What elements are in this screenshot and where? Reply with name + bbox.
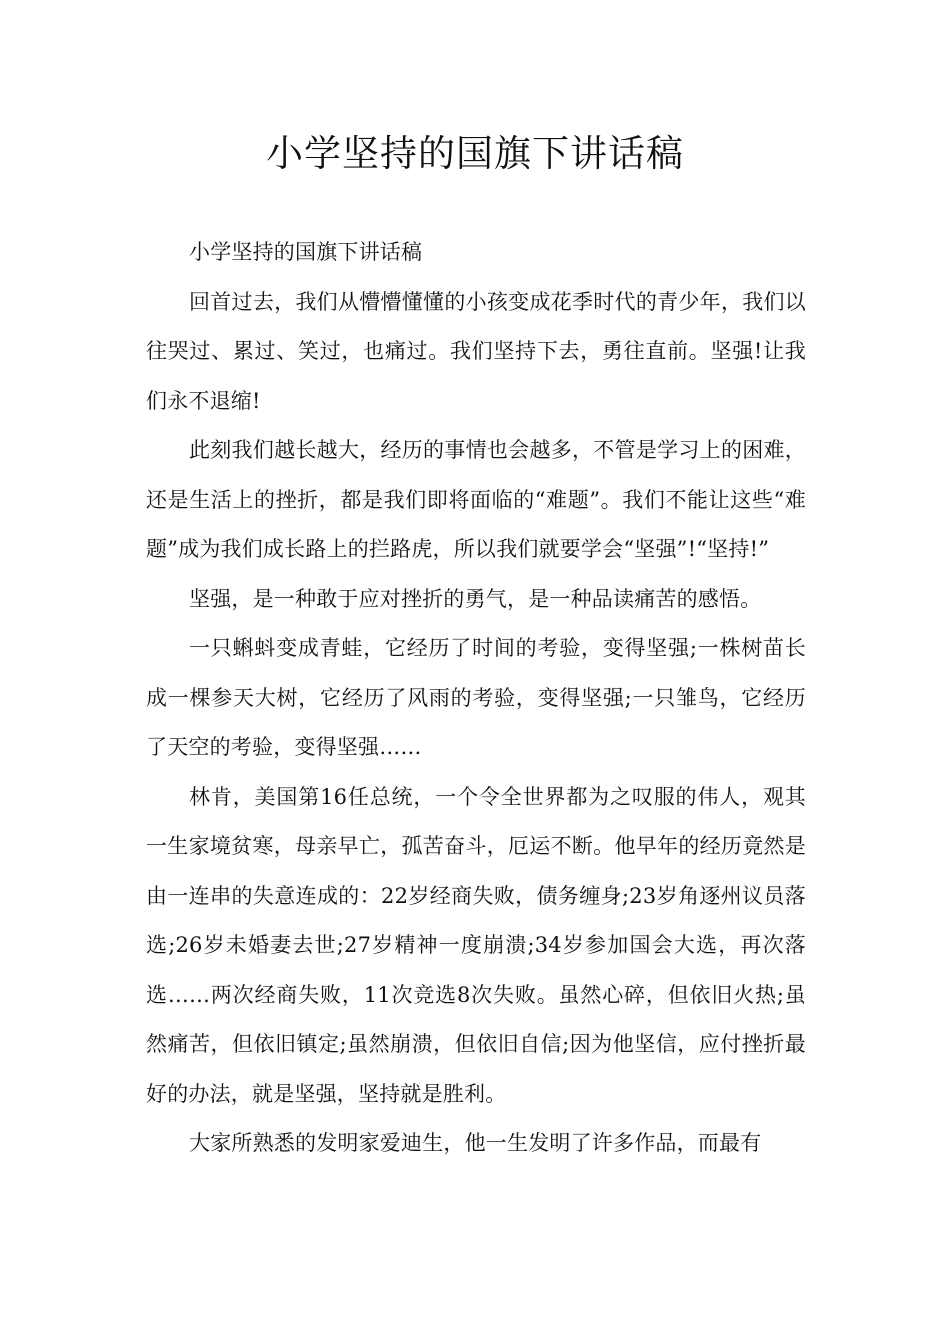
paragraph: 一只蝌蚪变成青蛙，它经历了时间的考验，变得坚强;一株树苗长成一棵参天大树，它经历了风雨的考验，变得坚强;一只雏鸟，它经历了天空的考验，变得坚强…… bbox=[146, 636, 806, 759]
paragraph-subtitle: 小学坚持的国旗下讲话稿 bbox=[189, 240, 423, 264]
paragraph: 林肯，美国第16任总统，一个令全世界都为之叹服的伟人，观其一生家境贫寒，母亲早亡，孤苦奋斗，厄运不断。他早年的经历竟然是由一连串的失意连成的：22岁经商失败，债务缠身;23岁角逐州议员落选;26岁未婚妻去世;27岁精神一度崩溃;34岁参加国会大选，再次落选……两次经商失败，11次竞选8次失败。虽然心碎，但依旧火热;虽然痛苦，但依旧镇定;虽然崩溃，但依旧自信;因为他坚信，应付挫折最好的办法，就是坚强，坚持就是胜利。 bbox=[146, 784, 806, 1106]
paragraph: 大家所熟悉的发明家爱迪生，他一生发明了许多作品，而最有 bbox=[189, 1131, 762, 1155]
paragraph: 此刻我们越长越大，经历的事情也会越多，不管是学习上的困难，还是生活上的挫折，都是我们即将面临的“难题”。我们不能让这些“难题”成为我们成长路上的拦路虎，所以我们就要学会“坚强”!“坚持!” bbox=[146, 438, 806, 561]
paragraph: 坚强，是一种敢于应对挫折的勇气，是一种品读痛苦的感悟。 bbox=[189, 586, 762, 611]
document-title: 小学坚持的国旗下讲话稿 bbox=[266, 132, 684, 175]
paragraph: 回首过去，我们从懵懵懂懂的小孩变成花季时代的青少年，我们以往哭过、累过、笑过，也痛过。我们坚持下去，勇往直前。坚强!让我们永不退缩! bbox=[146, 289, 806, 413]
document-body bbox=[146, 228, 806, 1169]
